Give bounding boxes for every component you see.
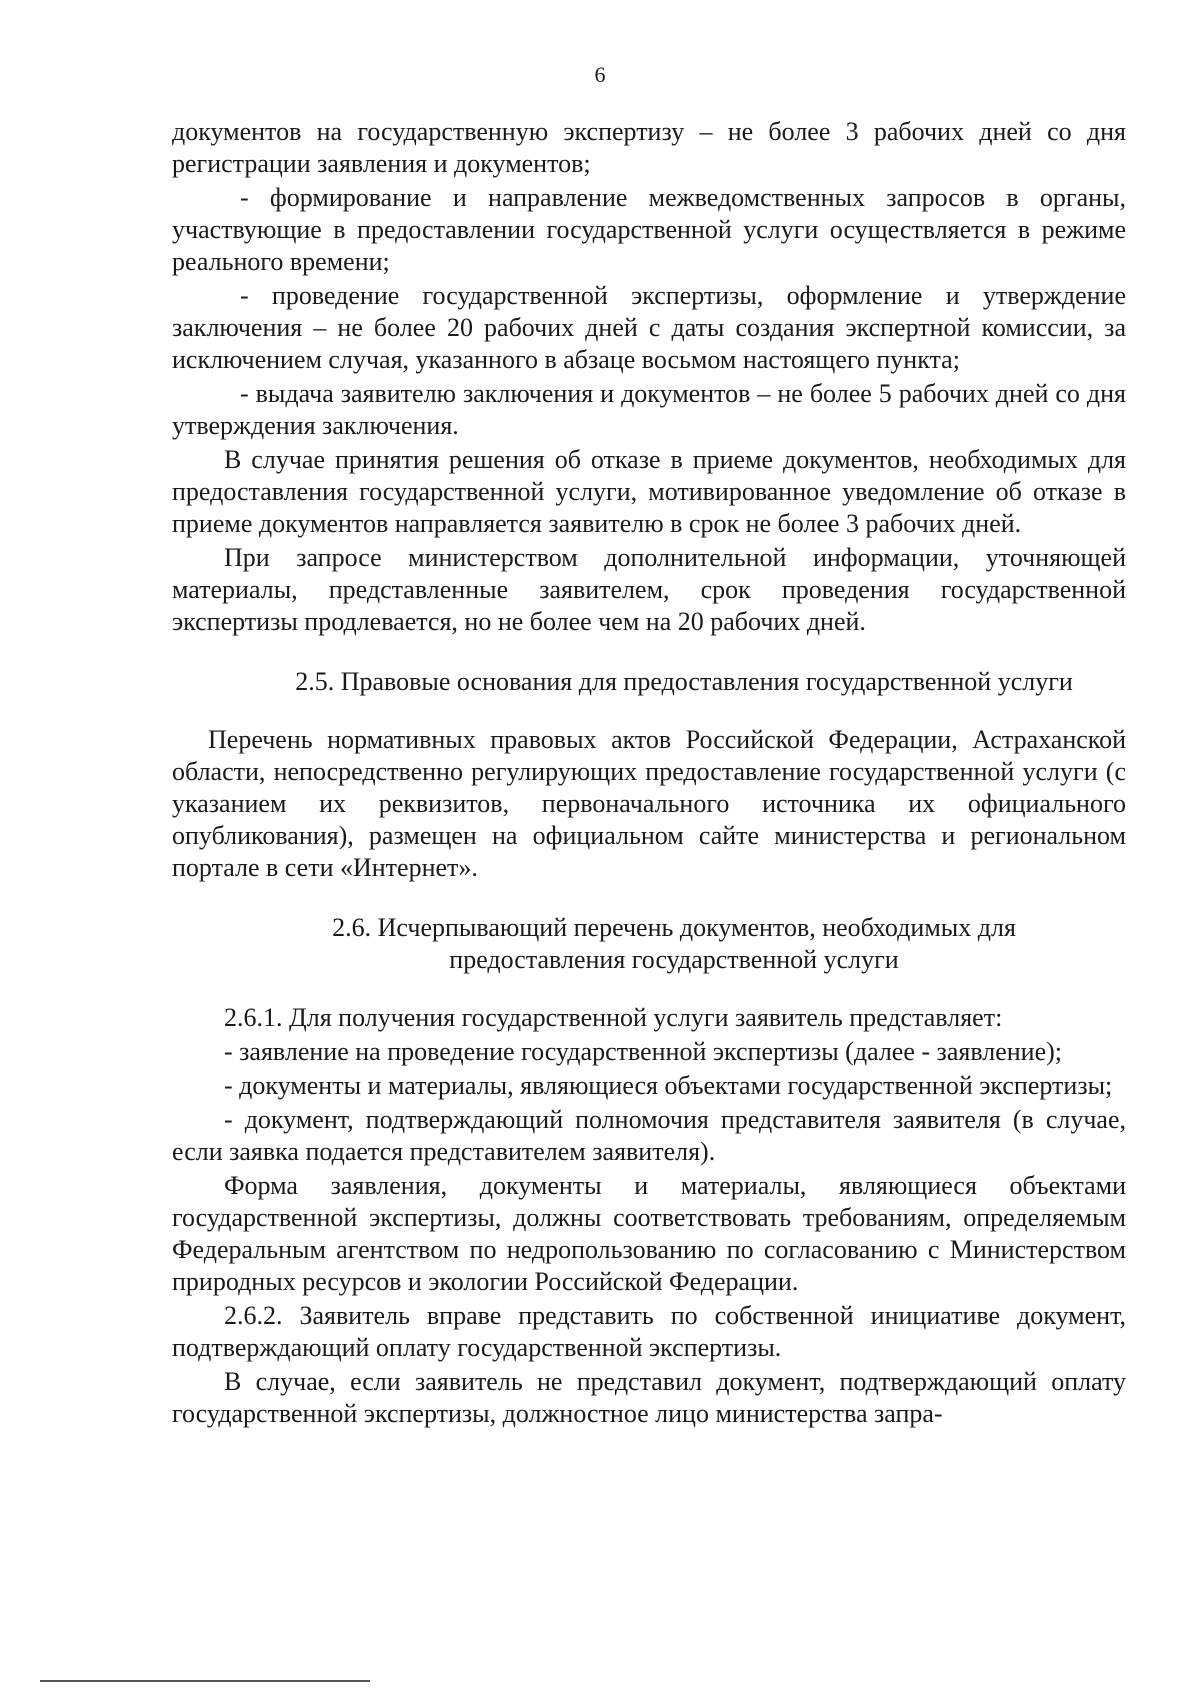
paragraph: В случае принятия решения об отказе в приеме документов, необходимых для предоставления государственной услуги, мотивированное уведомление об отказе в приеме документов направляется заявителю в срок не более 3 рабочих дней. — [172, 445, 1126, 538]
paragraph: Перечень нормативных правовых актов Российской Федерации, Астраханской области, непосредственно регулирующих предоставление государственной услуги (с указанием их реквизитов, первоначального источника их официального опубликования), размещен на официальном сайте министерства и региональном портале в сети «Интернет». — [172, 725, 1126, 882]
section-heading-2-5: 2.5. Правовые основания для предоставления государственной услуги — [295, 667, 1073, 696]
paragraph: документов на государственную экспертизу – не более 3 рабочих дней со дня регистрации заявления и документов; — [172, 117, 1126, 178]
paragraph: 2.6.2. Заявитель вправе представить по собственной инициативе документ, подтверждающий оплату государственной экспертизы. — [172, 1301, 1126, 1362]
paragraph: В случае, если заявитель не представил документ, подтверждающий оплату государственной экспертизы, должностное лицо министерства запра- — [172, 1367, 1126, 1428]
list-item: - документ, подтверждающий полномочия представителя заявителя (в случае, если заявка подается представителем заявителя). — [172, 1105, 1126, 1166]
section-heading-2-6 — [172, 912, 1126, 976]
list-item: - выдача заявителю заключения и документов – не более 5 рабочих дней со дня утверждения заключения. — [172, 379, 1126, 440]
section-heading-line: 2.6. Исчерпывающий перечень документов, необходимых для — [332, 913, 1016, 942]
paragraph: 2.6.1. Для получения государственной услуги заявитель представляет: — [224, 1003, 1003, 1032]
list-item: - проведение государственной экспертизы, оформление и утверждение заключения – не более 20 рабочих дней с даты создания экспертной комиссии, за исключением случая, указанного в абзаце восьмом настоящего пункта; — [172, 281, 1126, 374]
list-item: - документы и материалы, являющиеся объектами государственной экспертизы; — [224, 1071, 1113, 1100]
paragraph: Форма заявления, документы и материалы, являющиеся объектами государственной экспертизы, должны соответствовать требованиям, определяемым Федеральным агентством по недропользованию по согласованию с Министерством природных ресурсов и экологии Российской Федерации. — [172, 1171, 1126, 1296]
section-heading-line: предоставления государственной услуги — [449, 945, 899, 974]
footer-rule — [40, 1680, 370, 1682]
page-number: 6 — [594, 62, 606, 87]
paragraph: При запросе министерством дополнительной информации, уточняющей материалы, представленные заявителем, срок проведения государственной экспертизы продлевается, но не более чем на 20 рабочих дней. — [172, 543, 1126, 636]
document-body — [172, 116, 1126, 1430]
list-item: - формирование и направление межведомственных запросов в органы, участвующие в предоставлении государственной услуги осуществляется в режиме реального времени; — [172, 183, 1126, 276]
list-item: - заявление на проведение государственной экспертизы (далее - заявление); — [224, 1037, 1063, 1066]
